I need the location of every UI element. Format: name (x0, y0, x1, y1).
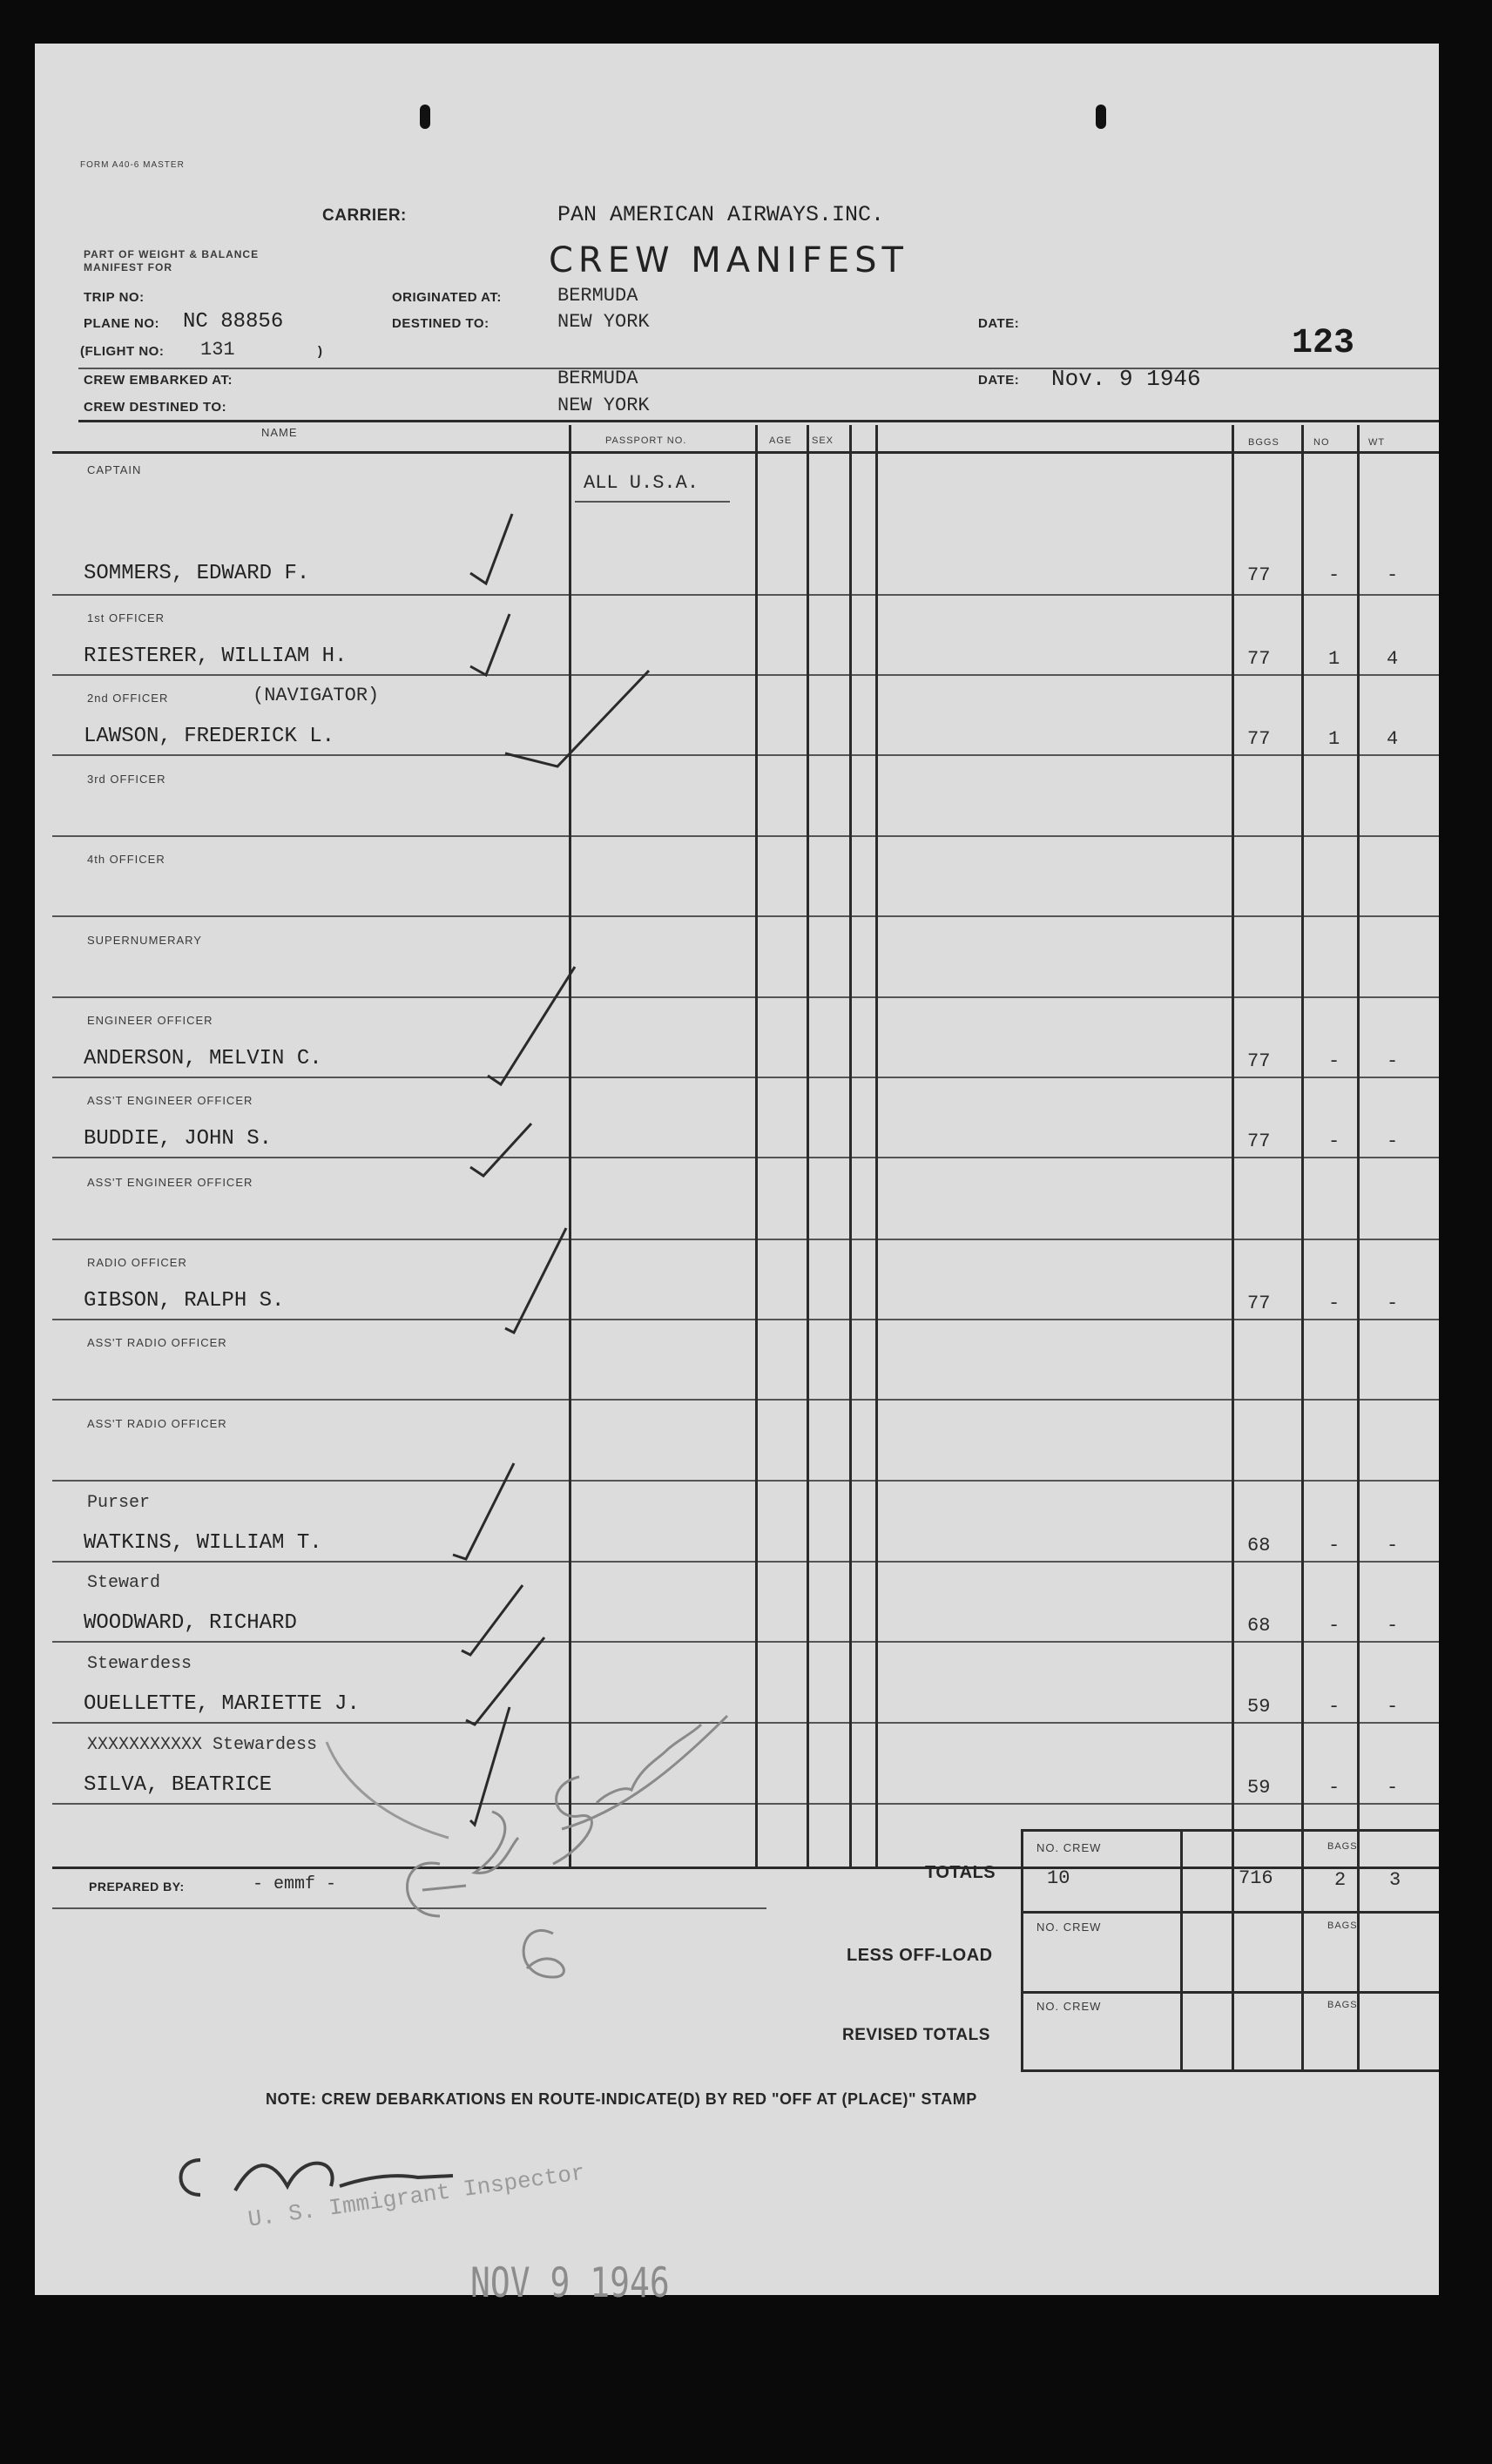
crew-role-note: (NAVIGATOR) (253, 685, 380, 706)
crew-bag-count: - (1328, 564, 1340, 586)
form-id: FORM A40-6 MASTER (80, 160, 185, 170)
crew-role-label: ASS'T RADIO OFFICER (87, 1336, 227, 1349)
crew-name: SILVA, BEATRICE (84, 1773, 273, 1797)
crew-bag-weight: - (1387, 1696, 1399, 1718)
crew-role-label: 3rd OFFICER (87, 773, 166, 786)
totals-label: TOTALS (925, 1863, 996, 1882)
check-mark-icon (470, 1124, 531, 1176)
crew-role-label: ASS'T RADIO OFFICER (87, 1417, 227, 1430)
col-name: NAME (261, 426, 298, 439)
no-crew-label-3: NO. CREW (1036, 2000, 1102, 2013)
col-sex: SEX (812, 435, 834, 446)
crew-weight: 68 (1247, 1535, 1271, 1556)
crew-role-label: Stewardess (87, 1654, 192, 1674)
plane-no-value: NC 88856 (183, 310, 284, 334)
crew-name: GIBSON, RALPH S. (84, 1289, 285, 1313)
crew-bag-weight: - (1387, 1535, 1399, 1556)
check-mark-icon (488, 967, 575, 1084)
no-crew-label-2: NO. CREW (1036, 1921, 1102, 1934)
crew-name: SOMMERS, EDWARD F. (84, 562, 310, 585)
crew-role-label: RADIO OFFICER (87, 1256, 187, 1269)
manifest-sheet (35, 44, 1439, 2306)
flight-no-value: 131 (200, 339, 235, 361)
flight-no-label: (FLIGHT NO: (80, 344, 165, 359)
col-no: NO (1313, 437, 1330, 448)
check-mark-icon (453, 1463, 514, 1559)
destined-value: NEW YORK (557, 311, 650, 333)
bags-weight: 3 (1389, 1869, 1401, 1891)
crew-bag-weight: - (1387, 1050, 1399, 1072)
crew-name: ANDERSON, MELVIN C. (84, 1047, 322, 1070)
crew-role-label: 1st OFFICER (87, 611, 165, 624)
crew-bag-weight: 4 (1387, 728, 1399, 750)
check-mark-icon (466, 1637, 544, 1725)
check-mark-icon (505, 671, 649, 766)
date-label: DATE: (978, 316, 1020, 331)
crew-weight: 77 (1247, 728, 1271, 750)
crew-weight: 59 (1247, 1696, 1271, 1718)
stamp-date: NOV 9 1946 (470, 2258, 670, 2306)
page-number: 123 (1292, 324, 1355, 363)
crew-role-label: Purser (87, 1493, 151, 1513)
originated-value: BERMUDA (557, 285, 638, 307)
carrier-label: CARRIER: (322, 206, 407, 225)
crew-weight: 77 (1247, 1293, 1271, 1314)
crew-bag-count: - (1328, 1293, 1340, 1314)
date2-value: Nov. 9 1946 (1051, 366, 1201, 392)
check-mark-icon (462, 1585, 523, 1655)
crew-role-label: CAPTAIN (87, 463, 142, 476)
crew-bag-count: - (1328, 1777, 1340, 1799)
crew-destined-value: NEW YORK (557, 395, 650, 416)
prepared-by-label: PREPARED BY: (89, 1880, 185, 1894)
check-mark-icon (470, 1707, 510, 1825)
crew-bag-count: - (1328, 1050, 1340, 1072)
crew-embarked-label: CREW EMBARKED AT: (84, 373, 233, 388)
crew-role-label: Steward (87, 1573, 161, 1593)
trip-no-label: TRIP NO: (84, 290, 145, 305)
plane-no-label: PLANE NO: (84, 316, 159, 331)
debarkation-note: NOTE: CREW DEBARKATIONS EN ROUTE-INDICATE(D) BY RED "OFF AT (PLACE)" STAMP (266, 2090, 977, 2108)
crew-bag-weight: - (1387, 1293, 1399, 1314)
crew-destined-label: CREW DESTINED TO: (84, 400, 227, 415)
crew-name: WATKINS, WILLIAM T. (84, 1531, 322, 1555)
crew-role-label: 2nd OFFICER (87, 692, 169, 705)
crew-role-label: XXXXXXXXXXX Stewardess (87, 1735, 318, 1755)
crew-weight: 77 (1247, 648, 1271, 670)
bags-value: 2 (1334, 1869, 1347, 1891)
crew-name: OUELLETTE, MARIETTE J. (84, 1692, 360, 1716)
no-crew-value: 10 (1047, 1867, 1070, 1889)
crew-bag-count: - (1328, 1131, 1340, 1152)
crew-bag-count: - (1328, 1615, 1340, 1637)
crew-bag-weight: - (1387, 564, 1399, 586)
crew-role-label: SUPERNUMERARY (87, 934, 202, 947)
crew-role-label: 4th OFFICER (87, 853, 165, 866)
bags-label: BAGS (1327, 1841, 1358, 1852)
flight-no-close: ) (318, 344, 323, 359)
crew-weight: 77 (1247, 1131, 1271, 1152)
date2-label: DATE: (978, 373, 1020, 388)
crew-weight: 68 (1247, 1615, 1271, 1637)
crew-name: RIESTERER, WILLIAM H. (84, 645, 348, 668)
part-of-label: PART OF WEIGHT & BALANCE MANIFEST FOR (84, 248, 260, 273)
crew-weight: 59 (1247, 1777, 1271, 1799)
crew-bag-weight: - (1387, 1777, 1399, 1799)
crew-weight: 77 (1247, 1050, 1271, 1072)
col-age: AGE (769, 435, 793, 446)
crew-name: WOODWARD, RICHARD (84, 1611, 297, 1635)
crew-weight: 77 (1247, 564, 1271, 586)
less-offload-label: LESS OFF-LOAD (847, 1946, 993, 1965)
check-mark-icon (470, 514, 512, 584)
crew-bag-weight: - (1387, 1615, 1399, 1637)
col-weight: BGGS (1248, 437, 1279, 448)
bags-label-2: BAGS (1327, 1921, 1358, 1931)
crew-embarked-value: BERMUDA (557, 368, 638, 389)
crew-name: BUDDIE, JOHN S. (84, 1127, 273, 1151)
crew-bag-count: 1 (1328, 648, 1340, 670)
crew-bag-weight: 4 (1387, 648, 1399, 670)
col-passport: PASSPORT NO. (605, 435, 687, 446)
col-wt: WT (1368, 437, 1386, 448)
destined-label: DESTINED TO: (392, 316, 489, 331)
passport-all: ALL U.S.A. (584, 472, 699, 494)
crew-role-label: ASS'T ENGINEER OFFICER (87, 1176, 253, 1189)
weight-total: 716 (1239, 1867, 1273, 1889)
crew-bag-weight: - (1387, 1131, 1399, 1152)
inspector-stamp-text: U. S. Immigrant Inspector (246, 2159, 587, 2233)
crew-role-label: ASS'T ENGINEER OFFICER (87, 1094, 253, 1107)
crew-bag-count: - (1328, 1535, 1340, 1556)
check-mark-icon (470, 614, 510, 675)
carrier-value: PAN AMERICAN AIRWAYS.INC. (557, 202, 885, 227)
crew-bag-count: - (1328, 1696, 1340, 1718)
prepared-by-value: - emmf - (253, 1874, 337, 1894)
bags-label-3: BAGS (1327, 2000, 1358, 2010)
revised-totals-label: REVISED TOTALS (842, 2026, 990, 2044)
check-marks (35, 44, 1439, 2295)
originated-label: ORIGINATED AT: (392, 290, 502, 305)
no-crew-label: NO. CREW (1036, 1841, 1102, 1854)
crew-role-label: ENGINEER OFFICER (87, 1014, 213, 1027)
check-mark-icon (505, 1228, 566, 1333)
crew-bag-count: 1 (1328, 728, 1340, 750)
page-title: CREW MANIFEST (549, 240, 908, 280)
crew-name: LAWSON, FREDERICK L. (84, 725, 335, 748)
